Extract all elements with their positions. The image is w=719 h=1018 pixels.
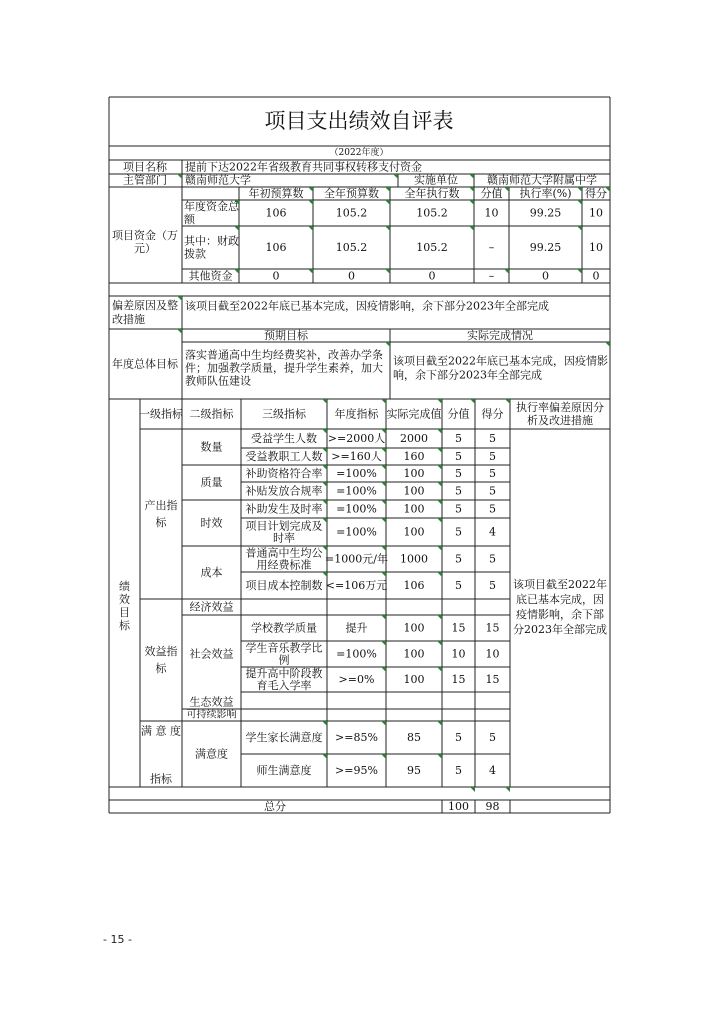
cell-marker — [605, 342, 610, 347]
subgroup-label: 时效 — [200, 516, 223, 530]
cell-marker — [437, 448, 442, 453]
indicator-score: 15 — [485, 621, 500, 635]
indicator-score: 5 — [489, 731, 496, 744]
indicator-target: =100% — [336, 484, 377, 498]
indicator-name: 普通高中生均公 — [245, 546, 323, 560]
expected-header: 预期目标 — [264, 329, 308, 342]
cell-marker — [437, 641, 442, 646]
indicator-weight: 10 — [451, 647, 466, 661]
total-score: 98 — [485, 800, 500, 813]
indicator-actual: 95 — [407, 764, 421, 777]
cell-marker — [385, 342, 390, 347]
funds-value: 106 — [265, 241, 287, 254]
indicator-name: 提升高中阶段教 — [245, 667, 323, 680]
indicator-actual: 100 — [403, 525, 425, 539]
cell-marker — [385, 187, 390, 192]
subgroup-label: 数量 — [200, 440, 223, 454]
indicator-header: 二级指标 — [189, 407, 234, 421]
cell-marker — [437, 667, 442, 672]
funds-label: 元） — [134, 242, 156, 255]
cell-marker — [381, 465, 386, 470]
indicator-score: 5 — [489, 502, 496, 516]
cell-marker — [385, 200, 390, 205]
cell-marker — [504, 269, 509, 274]
indicator-actual: 1000 — [400, 552, 428, 566]
funds-header: 全年执行数 — [404, 187, 460, 200]
funds-value: 105.2 — [335, 241, 368, 254]
indicator-name: 例 — [278, 653, 290, 667]
cell-marker — [437, 465, 442, 470]
indicator-weight: 15 — [451, 673, 466, 686]
cell-marker — [470, 399, 475, 404]
cell-marker — [322, 518, 327, 523]
group-output-label: 标 — [155, 516, 167, 529]
funds-header: 年初预算数 — [248, 187, 304, 200]
cell-marker — [234, 269, 239, 274]
funds-header: 执行率(%) — [519, 187, 572, 200]
indicator-name: 师生满意度 — [256, 764, 312, 777]
indicator-target: <=106万元 — [325, 579, 388, 592]
cell-marker — [381, 667, 386, 672]
cell-marker — [437, 518, 442, 523]
cell-marker — [385, 226, 390, 231]
cell-marker — [393, 174, 398, 179]
indicator-name: 学生音乐教学比 — [245, 641, 323, 655]
subgroup-label: 可持续影响 — [186, 709, 237, 721]
cell-marker — [385, 269, 390, 274]
cell-marker — [381, 448, 386, 453]
indicator-target: =1000元/年 — [325, 552, 388, 566]
cell-marker — [381, 546, 386, 551]
deviation-label: 改措施 — [112, 313, 145, 326]
indicator-name: 补助发生及时率 — [245, 502, 323, 516]
indicator-name: 补贴发放合规率 — [245, 484, 323, 498]
cell-marker — [577, 269, 582, 274]
cell-marker — [437, 721, 442, 726]
funds-value: 10 — [589, 206, 603, 220]
actual-header: 实际完成情况 — [467, 329, 533, 342]
indicator-actual: 100 — [403, 467, 425, 480]
remark-text: 分2023年全部完成 — [513, 623, 607, 636]
total-label: 总分 — [264, 800, 286, 813]
funds-value: 0 — [542, 269, 549, 283]
cell-marker — [577, 187, 582, 192]
cell-marker — [322, 500, 327, 505]
cell-marker — [381, 399, 386, 404]
indicator-target: >=160人 — [331, 450, 382, 463]
funds-value: 105.2 — [416, 241, 448, 254]
funds-value: 106 — [265, 206, 287, 220]
cell-marker — [469, 174, 474, 179]
indicator-header: 年度指标 — [334, 407, 379, 421]
indicator-weight: 5 — [455, 764, 462, 777]
indicator-target: >=0% — [338, 673, 375, 686]
indicator-target: 提升 — [345, 621, 368, 635]
indicator-score: 5 — [489, 432, 496, 445]
indicator-weight: 5 — [455, 450, 462, 463]
cell-marker — [322, 399, 327, 404]
indicator-score: 10 — [485, 647, 500, 661]
cell-marker — [577, 200, 582, 205]
indicator-target: =100% — [336, 502, 377, 516]
indicator-name: 受益学生人数 — [251, 432, 317, 445]
indicator-target: =100% — [336, 525, 377, 539]
cell-marker — [505, 399, 510, 404]
cell-marker — [437, 482, 442, 487]
cell-marker — [322, 465, 327, 470]
cell-marker — [308, 187, 313, 192]
actual-text: 响，余下部分2023年全部完成 — [393, 368, 542, 382]
cell-marker — [437, 399, 442, 404]
remark-text: 该项目截至2022年 — [513, 578, 607, 591]
indicator-name: 学校教学质量 — [251, 621, 317, 635]
funds-row-label: 其他资金 — [188, 269, 233, 283]
indicator-weight: 5 — [455, 432, 462, 445]
funds-value: 105.2 — [416, 206, 448, 220]
group-satisfaction-label: 满 意 度 — [141, 724, 181, 738]
expected-text: 教师队伍建设 — [185, 374, 251, 388]
total-weight: 100 — [448, 800, 469, 813]
indicator-header: 实际完成值 — [386, 407, 442, 421]
subgroup-label: 社会效益 — [189, 647, 234, 661]
indicator-score: 4 — [489, 525, 496, 539]
impl-value: 赣南师范大学附属中学 — [487, 173, 597, 187]
cell-marker — [177, 329, 182, 334]
funds-value: 10 — [484, 206, 499, 220]
funds-header: 得分 — [585, 187, 607, 200]
cell-marker — [322, 448, 327, 453]
performance-target-label: 标 — [119, 619, 130, 632]
cell-marker — [437, 429, 442, 434]
cell-marker — [469, 200, 474, 205]
indicator-weight: 15 — [451, 621, 466, 635]
indicator-actual: 160 — [403, 450, 425, 463]
cell-marker — [469, 187, 474, 192]
cell-marker — [322, 546, 327, 551]
cell-marker — [381, 482, 386, 487]
expected-text: 落实普通高中生均经费奖补，改善办学条 — [185, 348, 383, 362]
indicator-score: 15 — [485, 673, 500, 686]
cell-marker — [437, 572, 442, 577]
cell-marker — [322, 482, 327, 487]
indicator-header: 析及改进措施 — [527, 414, 593, 427]
indicator-score: 4 — [489, 764, 496, 777]
funds-row-label: 其中：财政 — [184, 234, 239, 248]
indicator-actual: 100 — [403, 484, 425, 498]
indicator-score: 5 — [489, 552, 496, 566]
indicator-name: 受益教职工人数 — [245, 450, 323, 463]
indicator-actual: 106 — [403, 579, 425, 592]
impl-label: 实施单位 — [414, 173, 458, 187]
table-text — [112, 109, 608, 813]
cell-marker — [177, 174, 182, 179]
funds-header: 全年预算数 — [324, 187, 379, 200]
cell-marker — [381, 500, 386, 505]
funds-value: 0 — [428, 269, 436, 283]
funds-value: 10 — [589, 241, 603, 254]
indicator-target: =100% — [336, 467, 377, 480]
remark-text: 底已基本完成，因 — [516, 593, 604, 606]
funds-value: 99.25 — [529, 206, 562, 220]
funds-value: 99.25 — [529, 241, 562, 254]
indicator-score: 5 — [489, 484, 496, 498]
cell-marker — [577, 226, 582, 231]
indicator-actual: 2000 — [400, 432, 428, 445]
cell-marker — [437, 754, 442, 759]
cell-marker — [234, 226, 239, 231]
indicator-actual: 85 — [407, 731, 421, 744]
page-number: - 15 - — [103, 933, 132, 946]
indicator-header: 三级指标 — [262, 407, 306, 421]
indicator-weight: 5 — [455, 552, 462, 566]
expected-text: 件；加强教学质量，提升学生素养，加大 — [185, 361, 383, 375]
performance-target-label: 目 — [119, 606, 130, 619]
indicator-weight: 5 — [455, 484, 462, 498]
indicator-score: 5 — [489, 579, 496, 592]
funds-value: – — [488, 241, 495, 254]
funds-header: 分值 — [480, 187, 503, 200]
subgroup-label: 成本 — [200, 566, 223, 579]
funds-row-label: 额 — [184, 213, 195, 226]
cell-marker — [322, 754, 327, 759]
form-title: 项目支出绩效自评表 — [264, 109, 454, 133]
indicator-name: 项目计划完成及 — [245, 519, 323, 533]
cell-marker — [308, 226, 313, 231]
dept-label: 主管部门 — [123, 173, 167, 187]
cell-marker — [381, 615, 386, 620]
cell-marker — [381, 641, 386, 646]
indicator-score: 5 — [489, 450, 496, 463]
cell-marker — [381, 754, 386, 759]
annual-objective-label: 年度总体目标 — [112, 357, 178, 371]
subgroup-label: 质量 — [200, 476, 223, 489]
cell-marker — [308, 269, 313, 274]
indicator-header: 执行率偏差原因分 — [516, 401, 604, 414]
subgroup-label: 满意度 — [195, 747, 228, 761]
cell-marker — [381, 518, 386, 523]
subgroup-label: 生态效益 — [189, 695, 234, 709]
group-satisfaction-label: 指标 — [150, 772, 172, 786]
indicator-name: 项目成本控制数 — [245, 579, 323, 592]
cell-corner-markers — [177, 174, 610, 792]
cell-marker — [505, 787, 510, 792]
funds-row-label: 拨款 — [184, 247, 206, 261]
indicator-weight: 5 — [455, 579, 462, 592]
cell-marker — [469, 226, 474, 231]
indicator-weight: 5 — [455, 502, 462, 516]
funds-label: 项目资金（万 — [112, 229, 178, 242]
indicator-name: 用经费标准 — [256, 558, 312, 572]
group-benefit-label: 标 — [155, 662, 167, 675]
group-benefit-label: 效益指 — [144, 645, 178, 658]
indicator-weight: 5 — [455, 525, 462, 539]
group-output-label: 产出指 — [144, 499, 178, 512]
cell-marker — [322, 721, 327, 726]
performance-target-label: 绩 — [119, 580, 130, 593]
indicator-header: 得分 — [481, 407, 504, 421]
indicator-actual: 100 — [403, 502, 425, 516]
actual-text: 该项目截至2022年底已基本完成，因疫情影 — [393, 354, 608, 368]
deviation-label: 偏差原因及整 — [112, 299, 178, 312]
indicator-name: 时率 — [273, 531, 295, 545]
indicator-weight: 5 — [455, 731, 462, 744]
funds-value: 105.2 — [335, 206, 368, 220]
cell-marker — [504, 187, 509, 192]
dept-value: 赣南师范大学 — [185, 173, 251, 187]
indicator-target: =100% — [336, 647, 377, 661]
funds-value: – — [488, 269, 495, 283]
deviation-text: 该项目截至2022年底已基本完成，因疫情影响，余下部分2023年全部完成 — [185, 299, 549, 313]
indicator-actual: 100 — [403, 621, 425, 635]
indicator-target: >=85% — [335, 731, 378, 744]
indicator-header: 一级指标 — [139, 407, 183, 421]
cell-marker — [437, 615, 442, 620]
cell-marker — [437, 546, 442, 551]
indicator-actual: 100 — [403, 673, 425, 686]
cell-marker — [322, 572, 327, 577]
cell-marker — [437, 500, 442, 505]
indicator-target: >=95% — [335, 764, 378, 777]
cell-marker — [322, 429, 327, 434]
project-name-value: 提前下达2022年省级教育共同事权转移支付资金 — [185, 160, 422, 174]
funds-value: 0 — [348, 269, 355, 283]
cell-marker — [470, 787, 475, 792]
funds-value: 0 — [272, 269, 280, 283]
indicator-name: 学生家长满意度 — [245, 731, 323, 744]
indicator-weight: 5 — [455, 467, 462, 480]
funds-row-label: 年度资金总 — [184, 200, 239, 213]
cell-marker — [381, 572, 386, 577]
indicator-score: 5 — [489, 467, 496, 480]
indicator-name: 补助资格符合率 — [245, 467, 323, 480]
cell-marker — [381, 721, 386, 726]
indicator-header: 分值 — [447, 407, 470, 421]
performance-target-label: 效 — [119, 593, 130, 606]
form-year: （2022年度） — [329, 148, 389, 158]
indicator-actual: 100 — [403, 647, 425, 661]
funds-value: 0 — [592, 269, 600, 283]
indicator-target: >=2000人 — [327, 432, 386, 445]
project-name-label: 项目名称 — [123, 160, 167, 174]
subgroup-label: 经济效益 — [189, 600, 234, 614]
indicator-name: 育毛入学率 — [256, 679, 312, 692]
cell-marker — [308, 200, 313, 205]
remark-text: 疫情影响，余下部 — [516, 608, 604, 621]
